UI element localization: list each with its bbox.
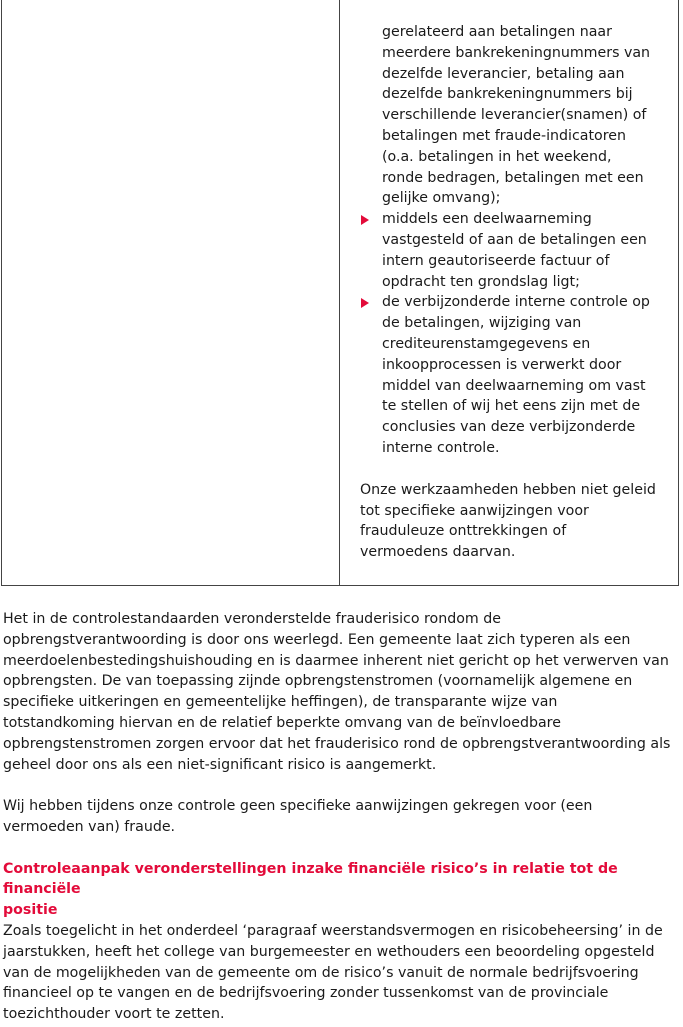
bullet-item — [360, 292, 672, 458]
text-line: totstandkoming hiervan en de relatief beperkte omvang van de beïnvloedbare — [3, 714, 561, 731]
heading-line: Controleaanpak veronderstellingen inzake financiële risico’s in relatie tot de financiële — [3, 860, 618, 898]
text-line: dezelfde leverancier, betaling aan — [382, 65, 625, 82]
text-line: middels een deelwaarneming — [382, 211, 592, 228]
text-line: gelijke omvang); — [382, 190, 501, 207]
paragraph-financial-risks — [3, 921, 681, 1025]
text-line: te stellen of wij het eens zijn met de — [382, 398, 641, 415]
text-line: inkoopprocessen is verwerkt door — [382, 356, 622, 373]
text-line: verschillende leverancier(snamen) of — [382, 107, 647, 124]
text-line: meerdoelenbestedingshuishouding en is daarmee inherent niet gericht op het verwerven van — [3, 652, 669, 669]
text-line: jaarstukken, heeft het college van burgemeester en wethouders een beoordeling opgesteld — [3, 943, 655, 960]
closing-statement — [360, 480, 672, 563]
text-line: financieel op te vangen en de bedrijfsvoering zonder tussenkomst van de provinciale — [3, 985, 609, 1002]
triangle-bullet-icon — [361, 215, 369, 225]
text-line: Zoals toegelicht in het onderdeel ‘paragraaf weerstandsvermogen en risicobeheersing’ in de — [3, 922, 663, 939]
text-line: vermoeden van) fraude. — [3, 818, 176, 835]
paragraph-no-fraud-indications — [3, 796, 681, 838]
text-line: de verbijzonderde interne controle op — [382, 294, 650, 311]
text-line: Wij hebben tijdens onze controle geen specifieke aanwijzingen gekregen voor (een — [3, 798, 593, 815]
text-line: betalingen met fraude-indicatoren — [382, 127, 626, 144]
text-line: opbrengstenstromen zorgen ervoor dat het frauderisico rond de opbrengstverantwoording als — [3, 735, 671, 752]
bullet-item — [360, 209, 672, 292]
text-line: geheel door ons als een niet-significant risico is aangemerkt. — [3, 756, 437, 773]
text-line: meerdere bankrekeningnummers van — [382, 44, 651, 61]
text-line: specifieke uitkeringen en gemeentelijke heffingen), de transparante wijze van — [3, 694, 558, 711]
text-line: opdracht ten grondslag ligt; — [382, 273, 580, 290]
section-heading — [3, 859, 681, 921]
table-right-cell — [360, 0, 672, 563]
text-line: tot specifieke aanwijzingen voor — [360, 502, 589, 519]
text-line: gerelateerd aan betalingen naar — [382, 24, 612, 40]
text-line: (o.a. betalingen in het weekend, — [382, 148, 612, 165]
body-text — [3, 609, 681, 1025]
text-line: dezelfde bankrekeningnummers bij — [382, 86, 633, 103]
paragraph-revenue-fraud-risk — [3, 609, 681, 775]
text-line: conclusies van deze verbijzonderde — [382, 419, 636, 436]
text-line: ronde bedragen, betalingen met een — [382, 169, 644, 186]
text-line: interne controle. — [382, 439, 500, 456]
text-line: Het in de controlestandaarden veronderstelde frauderisico rondom de — [3, 611, 501, 627]
text-line: van de mogelijkheden van de gemeente om de risico’s vanuit de normale bedrijfsvoering — [3, 964, 639, 981]
bullet-list — [360, 209, 672, 459]
text-line: opbrengsten. De van toepassing zijnde opbrengstenstromen (voornamelijk algemene en — [3, 673, 633, 690]
text-line: vermoedens daarvan. — [360, 544, 516, 561]
text-line: de betalingen, wijziging van — [382, 315, 582, 332]
text-line: toezichthouder voort te zetten. — [3, 1006, 225, 1023]
heading-line: positie — [3, 902, 58, 919]
text-line: Onze werkzaamheden hebben niet geleid — [360, 481, 656, 498]
text-line: opbrengstverantwoording is door ons weerlegd. Een gemeente laat zich typeren als een — [3, 631, 631, 648]
text-line: frauduleuze onttrekkingen of — [360, 523, 567, 540]
table-column-divider — [339, 0, 340, 585]
text-line: intern geautoriseerde factuur of — [382, 252, 610, 269]
text-line: crediteurenstamgegevens en — [382, 335, 591, 352]
text-line: middel van deelwaarneming om vast — [382, 377, 646, 394]
continuation-text — [360, 22, 672, 209]
text-line: vastgesteld of aan de betalingen een — [382, 231, 647, 248]
triangle-bullet-icon — [361, 298, 369, 308]
